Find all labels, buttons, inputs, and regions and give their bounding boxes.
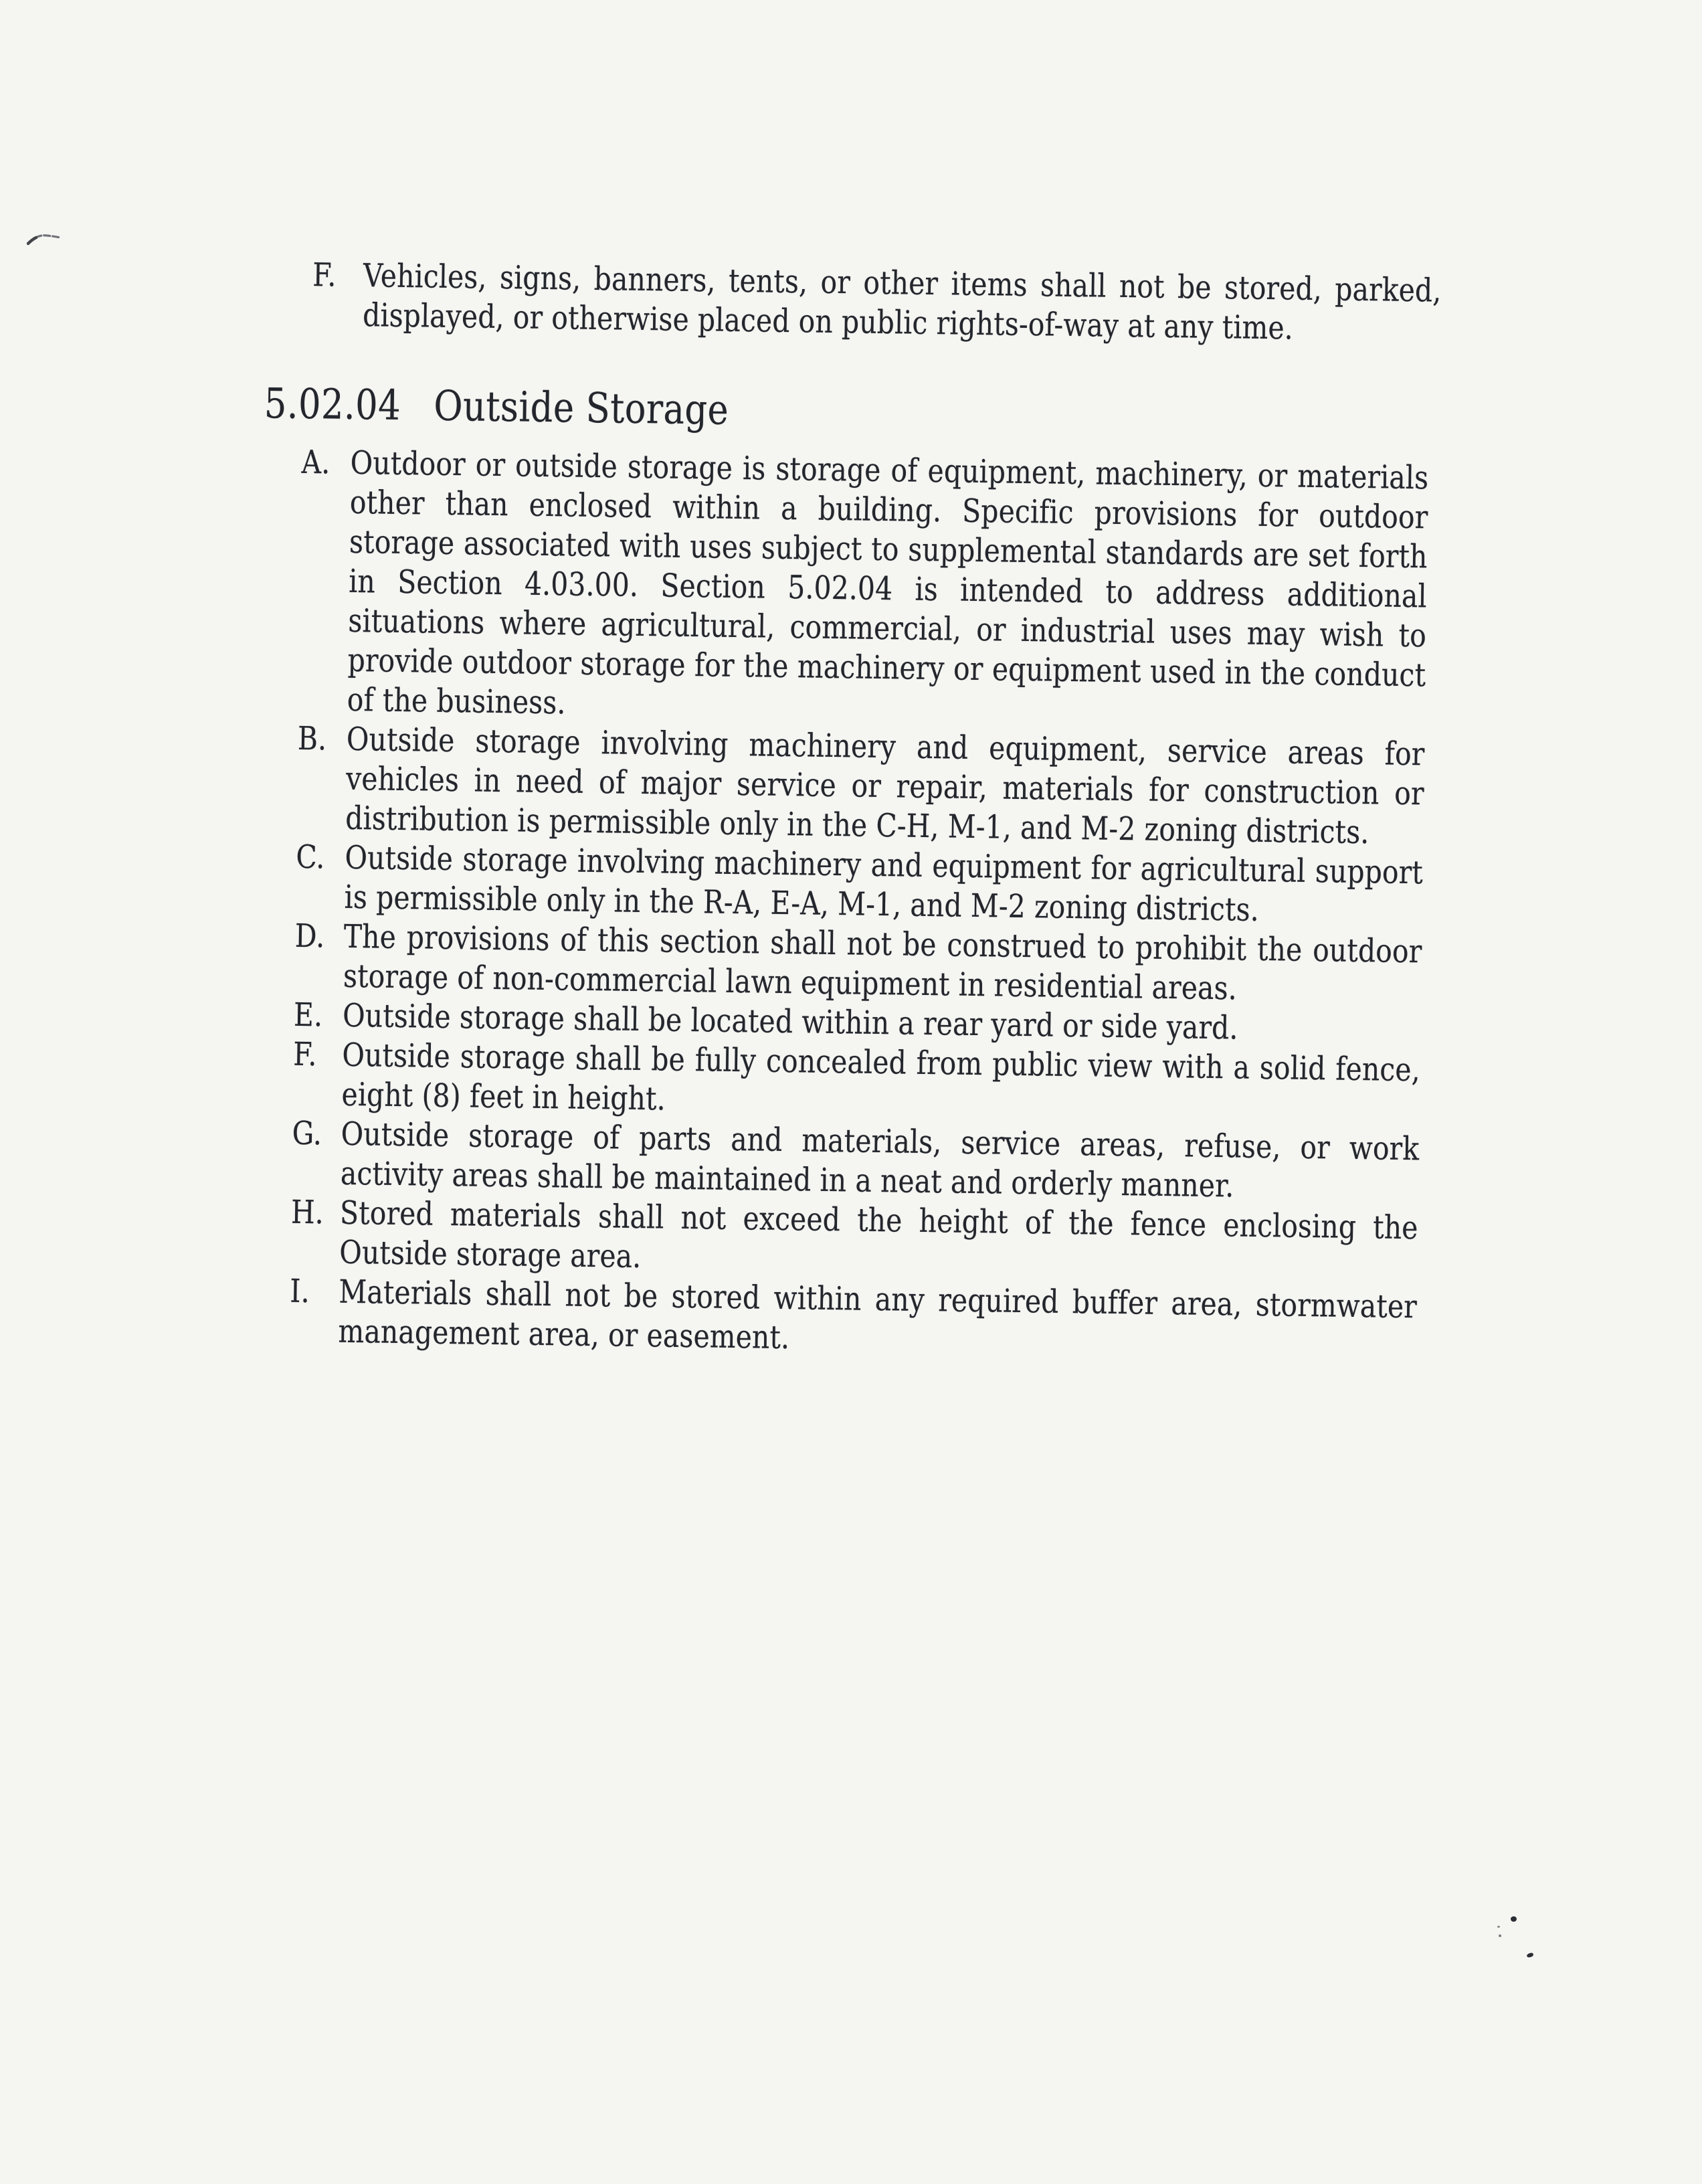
item-text: Vehicles, signs, banners, tents, or other items shall not be stored, parked, displayed, or otherwise placed on public rights-of-way at any time. [362,257,1442,347]
item-label: D. [294,917,325,955]
item-label: I. [289,1272,310,1311]
item-text: Outside storage shall be located within a rear yard or side yard. [342,996,1238,1047]
list-item-h [290,1193,1418,1288]
paragraph-item-f-intro [312,256,1442,351]
item-label: F. [312,256,337,294]
list-item-a [298,443,1428,735]
item-text: Stored materials shall not exceed the height of the fence enclosing the Outside storage area. [339,1194,1418,1276]
item-label: E. [293,996,323,1034]
list-item-b [296,719,1425,854]
list-item-c [295,838,1423,933]
section-title: Outside Storage [433,381,729,434]
item-label: C. [296,838,325,877]
section-heading [264,377,1700,450]
scan-speck [1499,1934,1501,1937]
item-label: A. [301,443,330,482]
scan-speck [1511,1916,1517,1922]
section-number: 5.02.04 [264,379,401,430]
item-text: Outdoor or outside storage is storage of equipment, machinery, or materials other than enclosed within a building. Specific provisions for outdoor storage associated with uses subject to supplemental standards are set forth in Section 4.03.00. Section 5.02.04 is intended to address additional situations where agricultural, commercial, or industrial uses may wish to provide outdoor storage for the machinery or equipment used in the conduct of the business. [347,444,1429,722]
item-text: Outside storage involving machinery and equipment for agricultural support is permissible only in the R-A, E-A, M-1, and M-2 zoning districts. [344,838,1424,929]
item-text: Materials shall not be stored within any required buffer area, stormwater management area, or easement. [338,1273,1418,1357]
item-text: Outside storage shall be fully concealed from public view with a solid fence, eight (8) feet in height. [341,1036,1421,1118]
scan-speck [1526,1952,1533,1958]
item-label: H. [290,1193,324,1232]
item-text: Outside storage of parts and materials, service areas, refuse, or work activity areas shall be maintained in a neat and orderly manner. [340,1115,1420,1205]
item-text: The provisions of this section shall not be construed to prohibit the outdoor storage of non-commercial lawn equipment in residential areas. [343,917,1422,1008]
item-label: G. [292,1114,322,1153]
section-item-list [289,443,1428,1366]
list-item-i [289,1272,1417,1367]
list-item-d [294,917,1422,1012]
item-label: F. [292,1035,317,1074]
list-item-g [291,1114,1419,1209]
scan-speck [1497,1926,1500,1928]
item-text: Outside storage involving machinery and equipment, service areas for vehicles in need of major service or repair, materials for construction or distribution is permissible only in the C-H, M-1, and M-2 zoning districts. [345,720,1425,852]
item-label: B. [297,719,327,758]
list-item-f [292,1035,1420,1130]
